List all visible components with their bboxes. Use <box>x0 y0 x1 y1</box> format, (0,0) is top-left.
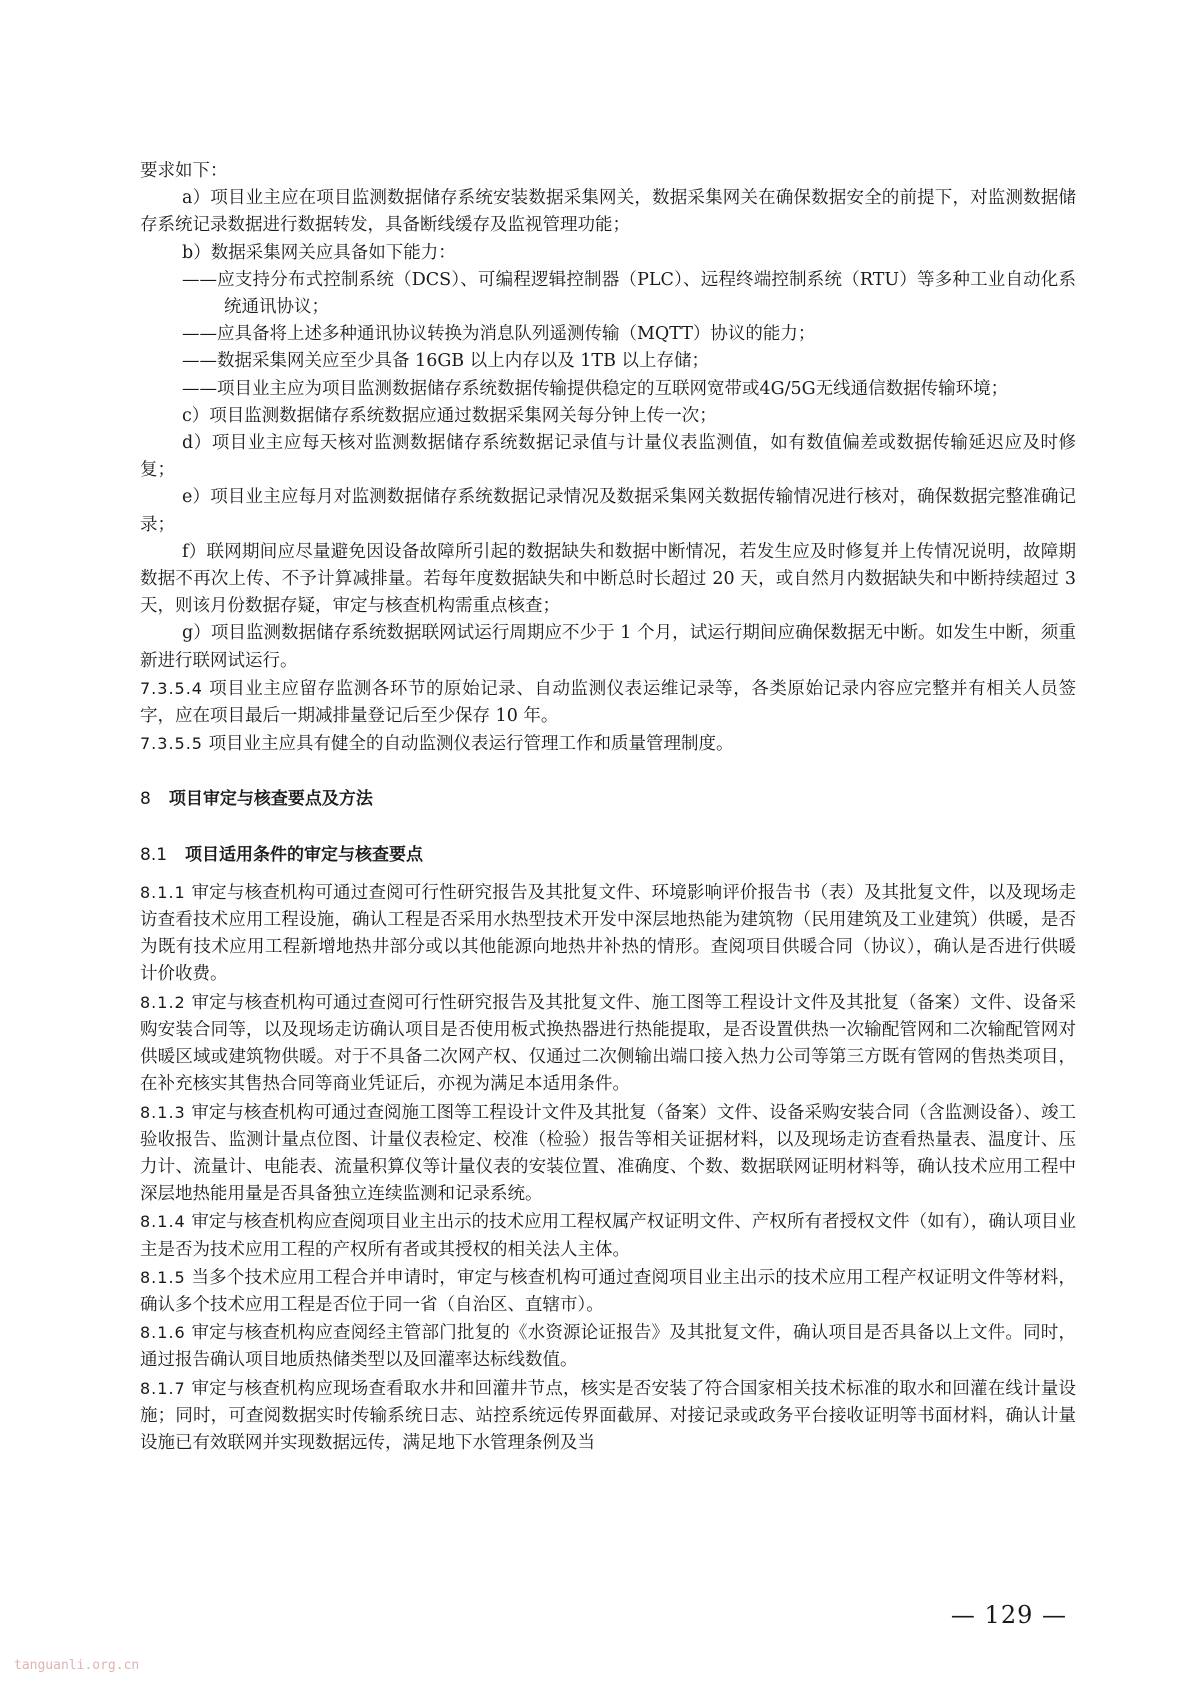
clause-text: 项目业主应留存监测各环节的原始记录、自动监测仪表运维记录等，各类原始记录内容应完整并有相关人员签字，应在项目最后一期减排量登记后至少保存 10 年。 <box>140 678 1076 727</box>
dash-item-4: ——项目业主应为项目监测数据储存系统数据传输提供稳定的互联网宽带或4G/5G无线通信数据传输环境； <box>182 378 1009 399</box>
clause-number: 8.1.4 <box>140 1212 186 1232</box>
dash-item-3: ——数据采集网关应至少具备 16GB 以上内存以及 1TB 以上存储； <box>182 351 710 372</box>
section-title: 项目适用条件的审定与核查要点 <box>185 844 424 865</box>
clause-8-1-6 <box>140 1319 1076 1374</box>
clause-7-3-5-4 <box>140 675 1076 730</box>
clause-8-1-2 <box>140 989 1076 1099</box>
clause-8-1-5 <box>140 1264 1076 1319</box>
list-item-d: d）项目业主应每天核对监测数据储存系统数据记录值与计量仪表监测值，如有数值偏差或数据传输延迟应及时修复； <box>140 433 1076 481</box>
section-8-heading <box>140 786 1076 813</box>
dash-item-2: ——应具备将上述多种通讯协议转换为消息队列遥测传输（MQTT）协议的能力； <box>182 324 816 345</box>
clause-number: 8.1.2 <box>140 992 186 1012</box>
section-number: 8.1 <box>140 844 168 865</box>
clause-text: 当多个技术应用工程合并申请时，审定与核查机构可通过查阅项目业主出示的技术应用工程产权证明文件等材料，确认多个技术应用工程是否位于同一省（自治区、直辖市）。 <box>140 1267 1076 1315</box>
clause-8-1-1 <box>140 879 1076 989</box>
clause-8-1-3 <box>140 1099 1076 1209</box>
clause-number: 8.1.7 <box>140 1378 186 1398</box>
page-content <box>140 158 1076 1457</box>
clause-number: 8.1.5 <box>140 1267 186 1287</box>
list-item-b: b）数据采集网关应具备如下能力： <box>182 242 456 263</box>
clause-number: 7.3.5.4 <box>140 678 203 698</box>
page-number: — 129 — <box>950 1601 1067 1629</box>
clause-number: 8.1.6 <box>140 1323 186 1343</box>
clause-number: 7.3.5.5 <box>140 734 203 754</box>
dash-item-1: ——应支持分布式控制系统（DCS）、可编程逻辑控制器（PLC）、远程终端控制系统（RTU）等多种工业自动化系统通讯协议； <box>182 269 1076 318</box>
section-8-1-heading <box>140 842 1076 869</box>
clause-number: 8.1.3 <box>140 1102 186 1122</box>
list-item-e: e）项目业主应每月对监测数据储存系统数据记录情况及数据采集网关数据传输情况进行核对，确保数据完整准确记录； <box>140 487 1076 535</box>
clause-text: 审定与核查机构应查阅经主管部门批复的《水资源论证报告》及其批复文件，确认项目是否具备以上文件。同时，通过报告确认项目地质热储类型以及回灌率达标线数值。 <box>140 1323 1076 1371</box>
list-item-a: a）项目业主应在项目监测数据储存系统安装数据采集网关，数据采集网关在确保数据安全的前提下，对监测数据储存系统记录数据进行数据转发，具备断线缓存及监视管理功能； <box>140 188 1076 236</box>
list-item-f: f）联网期间应尽量避免因设备故障所引起的数据缺失和数据中断情况，若发生应及时修复并上传情况说明，故障期数据不再次上传、不予计算减排量。若每年度数据缺失和中断总时长超过 20 天，或自然月内数据缺失和中断持续超过 3 天，则该月份数据存疑，审定与核查机构需重点核查； <box>140 541 1076 617</box>
intro-text: 要求如下： <box>140 161 228 181</box>
clause-8-1-7 <box>140 1375 1076 1458</box>
clause-7-3-5-5 <box>140 730 1076 758</box>
list-item-c: c）项目监测数据储存系统数据应通过数据采集网关每分钟上传一次； <box>182 405 717 426</box>
section-number: 8 <box>140 789 151 810</box>
section-title: 项目审定与核查要点及方法 <box>168 789 373 810</box>
clause-8-1-4 <box>140 1208 1076 1263</box>
watermark-text: tanguanli.org.cn <box>14 1658 140 1673</box>
clause-list <box>140 879 1076 1457</box>
clause-number: 8.1.1 <box>140 882 186 902</box>
clause-text: 审定与核查机构应查阅项目业主出示的技术应用工程权属产权证明文件、产权所有者授权文件（如有），确认项目业主是否为技术应用工程的产权所有者或其授权的相关法人主体。 <box>140 1212 1076 1260</box>
clause-text: 审定与核查机构应现场查看取水井和回灌井节点，核实是否安装了符合国家相关技术标准的取水和回灌在线计量设施；同时，可查阅数据实时传输系统日志、站控系统远传界面截屏、对接记录或政务平台接收证明等书面材料，确认计量设施已有效联网并实现数据远传，满足地下水管理条例及当 <box>140 1378 1076 1453</box>
clause-text: 项目业主应具有健全的自动监测仪表运行管理工作和质量管理制度。 <box>208 734 734 755</box>
clause-text: 审定与核查机构可通过查阅施工图等工程设计文件及其批复（备案）文件、设备采购安装合同（含监测设备）、竣工验收报告、监测计量点位图、计量仪表检定、校准（检验）报告等相关证据材料，以及现场走访查看热量表、温度计、压力计、流量计、电能表、流量积算仪等计量仪表的安装位置、准确度、个数、数据联网证明材料等，确认技术应用工程中深层地热能用量是否具备独立连续监测和记录系统。 <box>140 1102 1076 1205</box>
list-item-g: g）项目监测数据储存系统数据联网试运行周期应不少于 1 个月，试运行期间应确保数据无中断。如发生中断，须重新进行联网试运行。 <box>140 623 1076 671</box>
clause-text: 审定与核查机构可通过查阅可行性研究报告及其批复文件、施工图等工程设计文件及其批复（备案）文件、设备采购安装合同等，以及现场走访确认项目是否使用板式换热器进行热能提取，是否设置供热一次输配管网和二次输配管网对供暖区域或建筑物供暖。对于不具备二次网产权、仅通过二次侧输出端口接入热力公司等第三方既有管网的售热类项目，在补充核实其售热合同等商业凭证后，亦视为满足本适用条件。 <box>140 992 1076 1095</box>
clause-text: 审定与核查机构可通过查阅可行性研究报告及其批复文件、环境影响评价报告书（表）及其批复文件，以及现场走访查看技术应用工程设施，确认工程是否采用水热型技术开发中深层地热能为建筑物（民用建筑及工业建筑）供暖，是否为既有技术应用工程新增地热井部分或以其他能源向地热井补热的情形。查阅项目供暖合同（协议），确认是否进行供暖计价收费。 <box>140 882 1076 985</box>
